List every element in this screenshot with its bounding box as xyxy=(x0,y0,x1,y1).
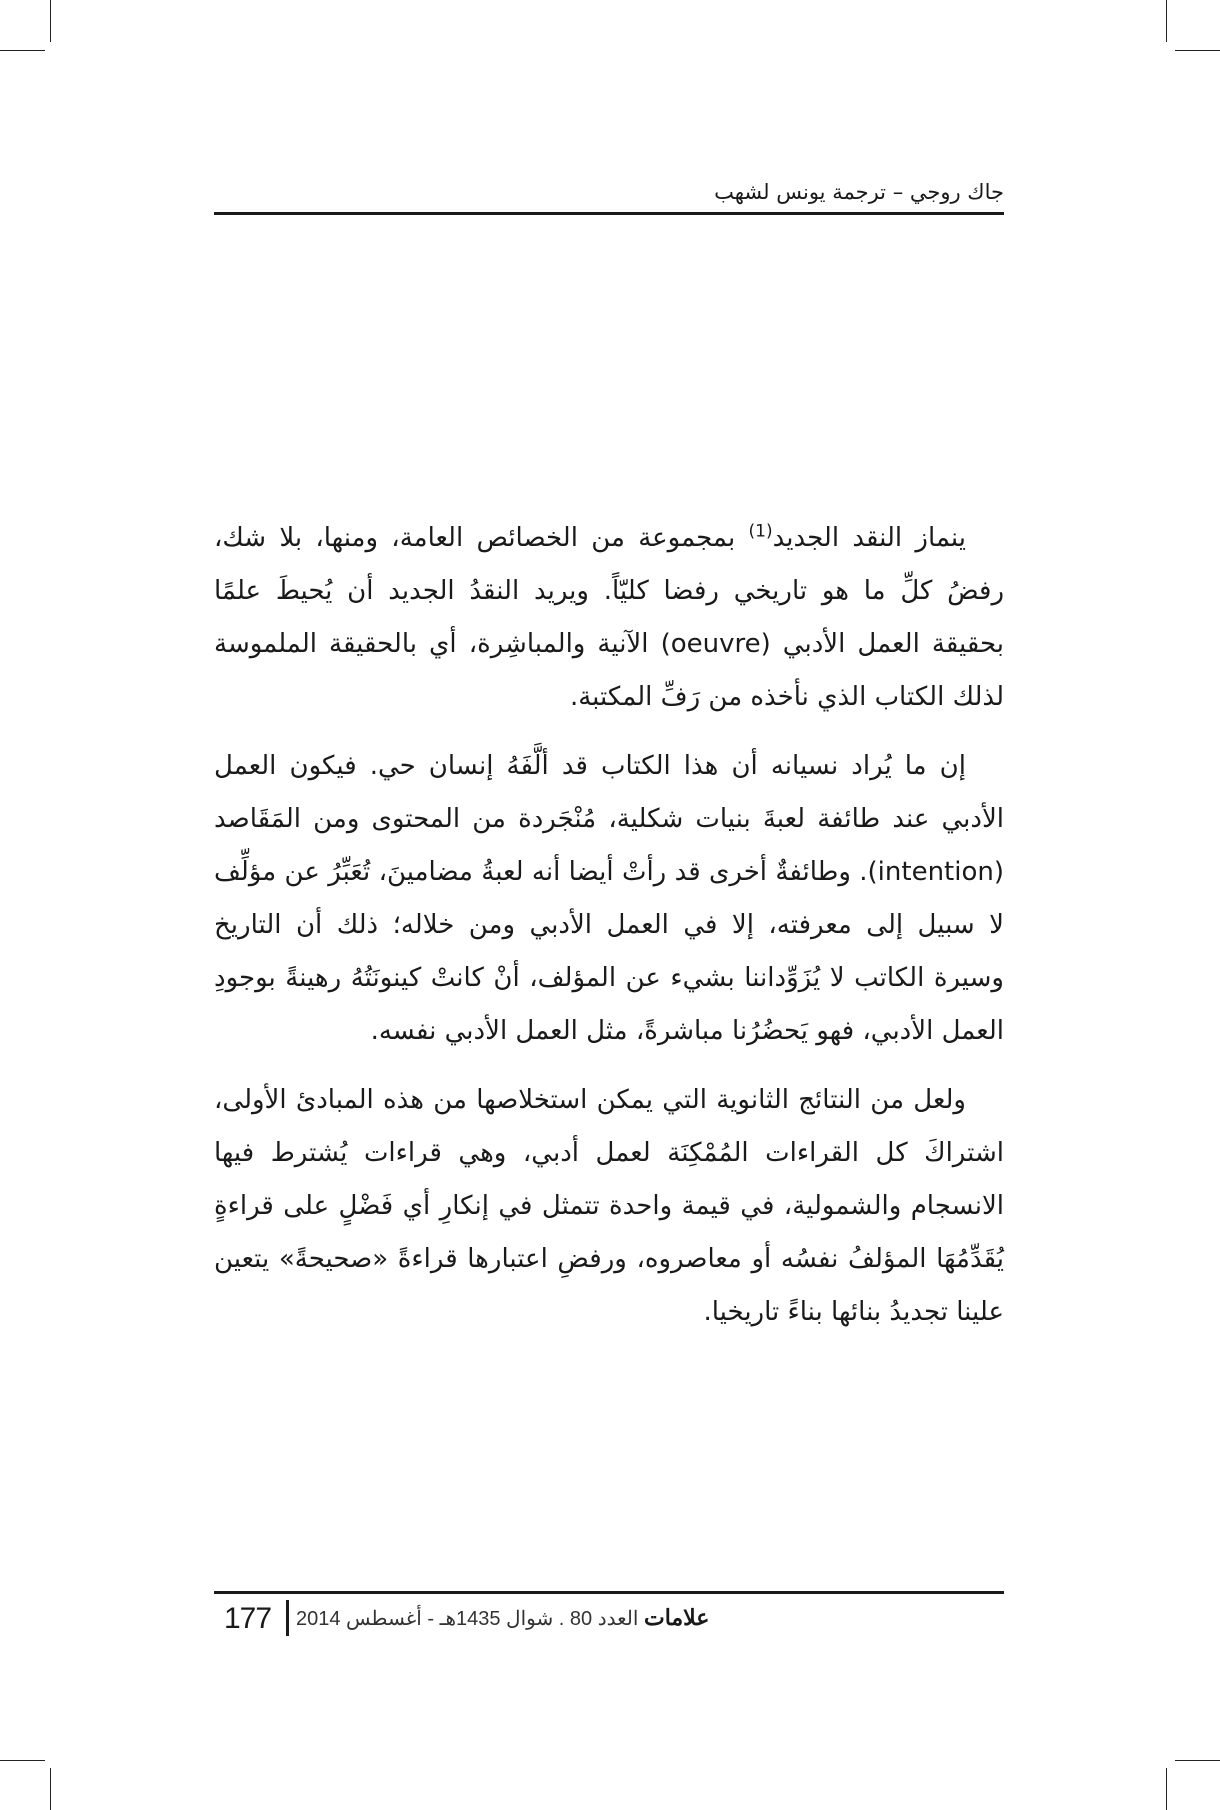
header-rule xyxy=(214,212,1004,215)
running-head: جاك روجي – ترجمة يونس لشهب xyxy=(714,180,1004,204)
footer-rule xyxy=(214,1591,1004,1594)
crop-mark-top-left xyxy=(50,0,51,42)
paragraph-3: ولعل من النتائج الثانوية التي يمكن استخلاصها من هذه المبادئ الأولى، اشتراكَ كل القراءات المُمْكِنَة لعمل أدبي، وهي قراءات يُشترط فيها الانسجام والشمولية، في قيمة واحدة تتمثل في إنكارِ أي فَضْلٍ على قراءةٍ يُقَدِّمُهَا المؤلفُ نفسُه أو معاصروه، ورفضِ اعتبارها قراءةً «صحيحةً» يتعين علينا تجديدُ بنائها بناءً تاريخيا. xyxy=(214,1085,1004,1327)
issue-info xyxy=(296,1605,709,1632)
paragraph-2 xyxy=(214,740,1004,1058)
p2-latin-term: (intention) xyxy=(867,857,1004,887)
crop-mark-top-left-h xyxy=(0,50,45,51)
crop-mark-bottom-right xyxy=(1166,1768,1167,1810)
crop-mark-bottom-left xyxy=(50,1768,51,1810)
page-footer xyxy=(214,1598,814,1640)
body-text xyxy=(214,512,1004,1355)
crop-mark-bottom-right-h xyxy=(1175,1760,1220,1761)
footer-divider xyxy=(286,1600,289,1636)
page-number: 177 xyxy=(224,1602,272,1635)
p1-part2: بمجموعة من الخصائص العامة، ومنها، بلا شك، رفضُ كلِّ ما هو تاريخي رفضا كليّاً. ويريد النقدُ الجديد أن يُحيطَ علمًا بحقيقة العمل الأدبي xyxy=(214,523,1004,659)
p2-part2: . وطائفةٌ أخرى قد رأتْ أيضا أنه لعبةُ مضامينَ، تُعَبِّرُ عن مؤلِّف لا سبيل إلى معرفته، إلا في العمل الأدبي ومن خلاله؛ ذلك أن التاريخ وسيرة الكاتب لا يُزَوِّداننا بشيء عن المؤلف، أنْ كانتْ كينونَتُهُ رهينةً بوجودِ العمل الأدبي، فهو يَحضُرُنا مباشرةً، مثل العمل الأدبي نفسه. xyxy=(214,857,1004,1046)
crop-mark-bottom-left-h xyxy=(0,1760,45,1761)
crop-mark-top-right xyxy=(1166,0,1167,42)
magazine-logo: علامات xyxy=(643,1605,710,1630)
p1-latin-term: (oeuvre) xyxy=(660,629,771,659)
footnote-mark: (1) xyxy=(748,521,773,542)
p1-part3: الآنية والمباشِرة، أي بالحقيقة الملموسة لذلك الكتاب الذي نأخذه من رَفِّ المكتبة. xyxy=(214,629,1004,712)
p1-part1: ينماز النقد الجديد xyxy=(772,523,966,553)
crop-mark-top-right-h xyxy=(1175,50,1220,51)
paragraph-1 xyxy=(214,512,1004,724)
p2-part1: إن ما يُراد نسيانه أن هذا الكتاب قد ألَّفَهُ إنسان حي. فيكون العمل الأدبي عند طائفة لعبةَ بنيات شكلية، مُنْجَردة من المحتوى ومن المَقَاصد xyxy=(214,751,1004,834)
issue-details: العدد 80 . شوال 1435هـ - أغسطس 2014 xyxy=(296,1608,644,1630)
